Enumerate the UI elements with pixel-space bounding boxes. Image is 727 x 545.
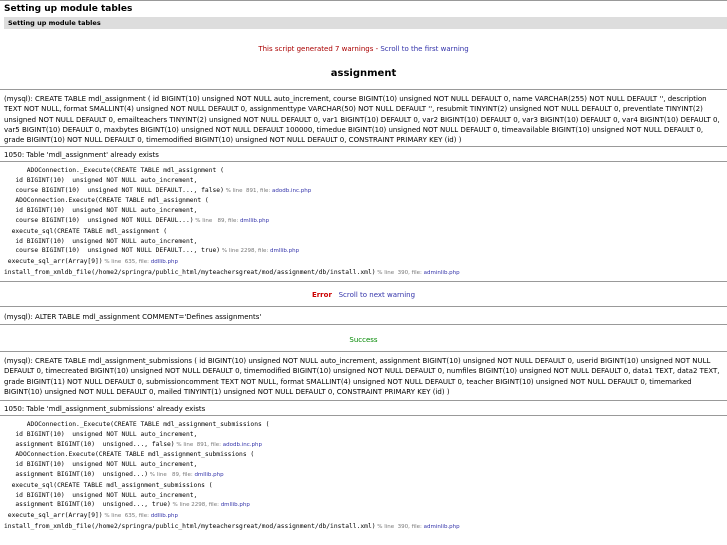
divider [0,415,727,416]
trace-line [4,257,460,268]
trace-code: id BIGINT(10) unsigned NOT NULL auto_increment, [4,237,198,245]
backtrace-assignment [4,166,460,279]
trace-line [4,206,460,216]
trace-code: ADOConnection.Execute(CREATE TABLE mdl_assignment ( [4,197,209,205]
trace-code: id BIGINT(10) unsigned NOT NULL auto_increment, [4,461,198,469]
trace-location: % line 891, file: [174,441,223,448]
trace-line [4,511,460,522]
trace-line [4,500,460,511]
success-message: Success [349,336,378,344]
trace-location: % line 89, file: [193,217,240,224]
trace-line [4,460,460,470]
trace-line [4,470,460,481]
trace-file-link[interactable]: adminlib.php [423,269,460,276]
trace-line [4,481,460,491]
trace-file-link[interactable]: adodb.inc.php [272,187,312,194]
trace-code: ADOConnection._Execute(CREATE TABLE mdl_assignment ( [4,167,224,174]
error-label: Error [311,291,332,299]
divider [0,351,727,352]
trace-file-link[interactable]: dmllib.php [220,502,250,509]
trace-line [4,268,460,279]
scroll-next-warning-link[interactable]: Scroll to next warning [338,291,416,299]
scroll-first-warning-link[interactable]: Scroll to the first warning [380,45,469,53]
trace-file-link[interactable]: adodb.inc.php [222,441,262,448]
trace-code: course BIGINT(10) unsigned NOT NULL DEFAULT..., true) [4,247,221,255]
trace-code: id BIGINT(10) unsigned NOT NULL auto_increment, [4,491,198,499]
trace-location: % line 390, file: [375,269,424,276]
backtrace-submissions [4,420,460,533]
module-heading: assignment [330,68,397,79]
trace-code: id BIGINT(10) unsigned NOT NULL auto_increment, [4,207,198,215]
trace-code: ADOConnection._Execute(CREATE TABLE mdl_assignment_submissions ( [4,421,270,428]
trace-file-link[interactable]: ddllib.php [150,513,178,520]
trace-line [4,166,460,176]
trace-location: % line 635, file: [102,259,151,266]
trace-code: execute_sql(CREATE TABLE mdl_assignment ( [4,227,168,235]
trace-line [4,491,460,501]
trace-line [4,450,460,460]
trace-file-link[interactable]: adminlib.php [423,523,460,530]
trace-location: % line 2298, file: [220,248,270,255]
trace-line [4,430,460,440]
trace-line [4,196,460,206]
section-titlebar [4,17,727,29]
trace-location: % line 390, file: [375,523,424,530]
trace-line [4,440,460,451]
trace-code: install_from_xmldb_file(/home2/springra/public_html/myteachersgreat/mod/assignment/db/install.xml) [4,522,376,530]
page-title: Setting up module tables [4,4,133,14]
trace-code: assignment BIGINT(10) unsigned..., false) [4,440,175,448]
trace-code: execute_sql_arr(Array[9]) [4,512,103,520]
trace-file-link[interactable]: ddllib.php [150,259,178,266]
trace-location: % line 2298, file: [170,502,221,509]
trace-line [4,186,460,197]
trace-line [4,237,460,247]
trace-line [4,246,460,257]
trace-line [4,420,460,430]
warnings-count-text: This script generated 7 warnings - [258,45,381,53]
trace-code: assignment BIGINT(10) unsigned...) [4,470,149,478]
divider [0,306,727,307]
alter-sql: (mysql): ALTER TABLE mdl_assignment COMMENT='Defines assignments' [4,313,262,321]
trace-line [4,176,460,186]
trace-location: % line 89, file: [148,471,195,478]
trace-code: course BIGINT(10) unsigned NOT NULL DEFAULT..., false) [4,186,224,194]
trace-code: id BIGINT(10) unsigned NOT NULL auto_increment, [4,430,198,438]
divider [0,281,727,282]
warnings-notice [0,44,727,54]
trace-code: install_from_xmldb_file(/home2/springra/public_html/myteachersgreat/mod/assignment/db/install.xml) [4,268,376,276]
trace-code: id BIGINT(10) unsigned NOT NULL auto_increment, [4,176,198,184]
titlebar-label: Setting up module tables [8,19,101,27]
divider [0,161,727,162]
trace-file-link[interactable]: dmllib.php [194,471,224,478]
trace-line [4,227,460,237]
trace-location: % line 635, file: [102,513,151,520]
divider [0,146,727,147]
trace-line [4,522,460,533]
error-notice [0,290,727,300]
top-border [0,0,727,1]
trace-code: ADOConnection.Execute(CREATE TABLE mdl_assignment_submissions ( [4,451,255,459]
trace-code: assignment BIGINT(10) unsigned..., true) [4,501,171,509]
create-sql-submissions: (mysql): CREATE TABLE mdl_assignment_submissions ( id BIGINT(10) unsigned NOT NULL auto_increment, assignment BIGINT(10) unsigned NOT NULL DEFAULT 0, userid BIGINT(10) unsigned NOT NULL DEFAULT 0, timecreated BIGINT(10) unsigned NOT NULL DEFAULT 0, timemodified BIGINT(10) unsigned NOT NULL DEFAULT 0, numfiles BIGINT(10) unsigned NOT NULL DEFAULT 0, data1 TEXT, data2 TEXT, grade BIGINT(11) NOT NULL DEFAULT 0, submissioncomment TEXT NOT NULL, format SMALLINT(4) unsigned NOT NULL DEFAULT 0, teacher BIGINT(10) unsigned NOT NULL DEFAULT 0, timemarked BIGINT(10) unsigned NOT NULL DEFAULT 0, mailed TINYINT(1) unsigned NOT NULL DEFAULT 0, CONSTRAINT PRIMARY KEY (id) ) [4,357,720,396]
trace-code: execute_sql_arr(Array[9]) [4,258,103,266]
divider [0,400,727,401]
trace-code: execute_sql(CREATE TABLE mdl_assignment_submissions ( [4,481,213,489]
trace-location: % line 891, file: [223,187,273,194]
trace-line [4,216,460,227]
trace-file-link[interactable]: dmllib.php [239,217,270,224]
divider [0,89,727,90]
create-sql-assignment: (mysql): CREATE TABLE mdl_assignment ( id BIGINT(10) unsigned NOT NULL auto_increment, course BIGINT(10) unsigned NOT NULL DEFAULT 0, name VARCHAR(255) NOT NULL DEFAULT '', description TEXT NOT NULL, format SMALLINT(4) unsigned NOT NULL DEFAULT 0, assignmenttype VARCHAR(50) NOT NULL DEFAULT '', resubmit TINYINT(2) unsigned NOT NULL DEFAULT 0, preventlate TINYINT(2) unsigned NOT NULL DEFAULT 0, emailteachers TINYINT(2) unsigned NOT NULL DEFAULT 0, var1 BIGINT(10) DEFAULT 0, var2 BIGINT(10) DEFAULT 0, var3 BIGINT(10) DEFAULT 0, var4 BIGINT(10) DEFAULT 0, var5 BIGINT(10) DEFAULT 0, maxbytes BIGINT(10) unsigned NOT NULL DEFAULT 100000, timedue BIGINT(10) unsigned NOT NULL DEFAULT 0, timeavailable BIGINT(10) unsigned NOT NULL DEFAULT 0, grade BIGINT(10) NOT NULL DEFAULT 0, timemodified BIGINT(10) unsigned NOT NULL DEFAULT 0, CONSTRAINT PRIMARY KEY (id) ) [4,95,720,145]
trace-code: course BIGINT(10) unsigned NOT NULL DEFAUL...) [4,216,194,224]
sql-error-message: 1050: Table 'mdl_assignment' already exists [4,151,159,159]
sql-error-message: 1050: Table 'mdl_assignment_submissions' already exists [4,405,206,413]
trace-file-link[interactable]: dmllib.php [269,248,300,255]
divider [0,324,727,325]
